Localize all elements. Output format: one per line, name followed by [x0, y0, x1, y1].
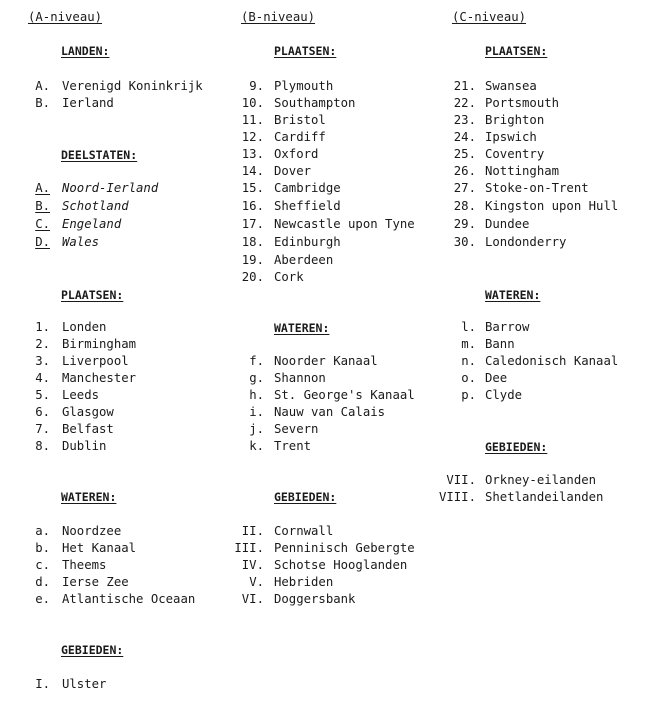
list-number: IV. — [241, 558, 264, 572]
list-number: 7. — [35, 422, 50, 436]
level-c-heading: (C-niveau) — [452, 10, 527, 24]
list-number: l. — [461, 320, 476, 334]
list-item: Ierse Zee — [62, 575, 129, 589]
list-number: 15. — [241, 181, 264, 195]
list-number: 25. — [453, 147, 476, 161]
list-number: III. — [234, 541, 264, 555]
list-item: Newcastle upon Tyne — [274, 217, 415, 231]
list-item: Liverpool — [62, 354, 129, 368]
list-item: Wales — [62, 235, 100, 249]
list-number: B. — [35, 96, 50, 110]
list-number: 6. — [35, 405, 50, 419]
a-wateren-heading: WATEREN: — [61, 490, 117, 504]
list-item: Theems — [62, 558, 107, 572]
list-item: Dover — [274, 164, 312, 178]
list-number: a. — [35, 524, 50, 538]
list-item: Barrow — [485, 320, 530, 334]
c-wateren-heading: WATEREN: — [485, 288, 541, 302]
list-item: Schotse Hooglanden — [274, 558, 408, 572]
level-a-heading: (A-niveau) — [28, 10, 103, 24]
list-item: Verenigd Koninkrijk — [62, 79, 203, 93]
list-item: Clyde — [485, 388, 523, 402]
list-number: II. — [241, 524, 264, 538]
list-number: 20. — [241, 270, 264, 284]
list-number: 30. — [453, 235, 476, 249]
list-number: n. — [461, 354, 476, 368]
list-item: Cork — [274, 270, 304, 284]
list-item: Noordzee — [62, 524, 122, 538]
list-number: 29. — [453, 217, 476, 231]
list-item: Hebriden — [274, 575, 334, 589]
list-item: Stoke-on-Trent — [485, 181, 589, 195]
list-number: 14. — [241, 164, 264, 178]
list-number: 10. — [241, 96, 264, 110]
list-item: St. George's Kanaal — [274, 388, 415, 402]
list-item: Cambridge — [274, 181, 341, 195]
list-number: 11. — [241, 113, 264, 127]
c-gebieden-heading: GEBIEDEN: — [485, 440, 548, 454]
list-item: Swansea — [485, 79, 537, 93]
list-number: m. — [461, 337, 476, 351]
list-number: 5. — [35, 388, 50, 402]
list-number: 12. — [241, 130, 264, 144]
list-number: 16. — [241, 199, 264, 213]
list-number: 23. — [453, 113, 476, 127]
b-plaatsen-heading: PLAATSEN: — [274, 44, 337, 58]
list-item: Schotland — [62, 199, 129, 213]
list-number: B. — [35, 199, 50, 213]
list-number: 19. — [241, 253, 264, 267]
list-number: VI. — [241, 592, 264, 606]
list-item: Cornwall — [274, 524, 334, 538]
list-item: Het Kanaal — [62, 541, 137, 555]
list-item: Oxford — [274, 147, 319, 161]
list-item: Shannon — [274, 371, 326, 385]
list-item: Sheffield — [274, 199, 341, 213]
list-number: 21. — [453, 79, 476, 93]
list-number: b. — [35, 541, 50, 555]
list-item: Birmingham — [62, 337, 137, 351]
list-item: Leeds — [62, 388, 100, 402]
list-item: Nottingham — [485, 164, 560, 178]
list-item: Dublin — [62, 439, 107, 453]
a-plaatsen-heading: PLAATSEN: — [61, 288, 124, 302]
level-b-heading: (B-niveau) — [241, 10, 316, 24]
list-number: 28. — [453, 199, 476, 213]
list-number: 18. — [241, 235, 264, 249]
list-item: Belfast — [62, 422, 114, 436]
list-number: C. — [35, 217, 50, 231]
b-wateren-heading: WATEREN: — [274, 321, 330, 335]
list-number: VIII. — [438, 490, 476, 504]
list-item: Southampton — [274, 96, 356, 110]
list-number: d. — [35, 575, 50, 589]
list-number: A. — [35, 181, 50, 195]
list-item: Severn — [274, 422, 319, 436]
list-number: 8. — [35, 439, 50, 453]
list-item: Dundee — [485, 217, 530, 231]
list-number: p. — [461, 388, 476, 402]
list-item: Edinburgh — [274, 235, 341, 249]
list-number: I. — [35, 677, 50, 691]
list-item: Nauw van Calais — [274, 405, 386, 419]
list-number: f. — [249, 354, 264, 368]
list-item: Glasgow — [62, 405, 114, 419]
list-number: 1. — [35, 320, 50, 334]
list-item: Orkney-eilanden — [485, 473, 597, 487]
list-number: 17. — [241, 217, 264, 231]
list-item: Dee — [485, 371, 508, 385]
list-item: Londonderry — [485, 235, 567, 249]
list-item: Penninisch Gebergte — [274, 541, 415, 555]
list-item: Engeland — [62, 217, 122, 231]
list-item: Ipswich — [485, 130, 537, 144]
list-number: k. — [249, 439, 264, 453]
list-number: g. — [249, 371, 264, 385]
list-item: Manchester — [62, 371, 137, 385]
list-item: Bristol — [274, 113, 326, 127]
list-number: VII. — [446, 473, 476, 487]
list-number: c. — [35, 558, 50, 572]
b-gebieden-heading: GEBIEDEN: — [274, 490, 337, 504]
list-item: Kingston upon Hull — [485, 199, 619, 213]
c-plaatsen-heading: PLAATSEN: — [485, 44, 548, 58]
list-number: D. — [35, 235, 50, 249]
list-item: Londen — [62, 320, 107, 334]
list-number: e. — [35, 592, 50, 606]
list-number: 4. — [35, 371, 50, 385]
list-item: Plymouth — [274, 79, 334, 93]
list-number: o. — [461, 371, 476, 385]
a-deelstaten-heading: DEELSTATEN: — [61, 148, 138, 162]
list-item: Cardiff — [274, 130, 326, 144]
list-number: 24. — [453, 130, 476, 144]
list-number: 2. — [35, 337, 50, 351]
list-item: Doggersbank — [274, 592, 356, 606]
list-item: Ierland — [62, 96, 114, 110]
list-number: 26. — [453, 164, 476, 178]
list-number: i. — [249, 405, 264, 419]
list-item: Atlantische Oceaan — [62, 592, 196, 606]
list-number: h. — [249, 388, 264, 402]
list-item: Shetlandeilanden — [485, 490, 604, 504]
list-item: Portsmouth — [485, 96, 560, 110]
list-number: 9. — [249, 79, 264, 93]
a-gebieden-heading: GEBIEDEN: — [61, 643, 124, 657]
list-number: 27. — [453, 181, 476, 195]
list-item: Trent — [274, 439, 312, 453]
list-item: Noord-Ierland — [62, 181, 159, 195]
list-item: Caledonisch Kanaal — [485, 354, 619, 368]
list-item: Coventry — [485, 147, 545, 161]
a-landen-heading: LANDEN: — [61, 44, 110, 58]
list-item: Aberdeen — [274, 253, 334, 267]
list-item: Bann — [485, 337, 515, 351]
list-item: Noorder Kanaal — [274, 354, 378, 368]
list-number: 3. — [35, 354, 50, 368]
list-item: Brighton — [485, 113, 545, 127]
list-number: A. — [35, 79, 50, 93]
list-item: Ulster — [62, 677, 107, 691]
list-number: j. — [249, 422, 264, 436]
list-number: 13. — [241, 147, 264, 161]
list-number: V. — [249, 575, 264, 589]
list-number: 22. — [453, 96, 476, 110]
